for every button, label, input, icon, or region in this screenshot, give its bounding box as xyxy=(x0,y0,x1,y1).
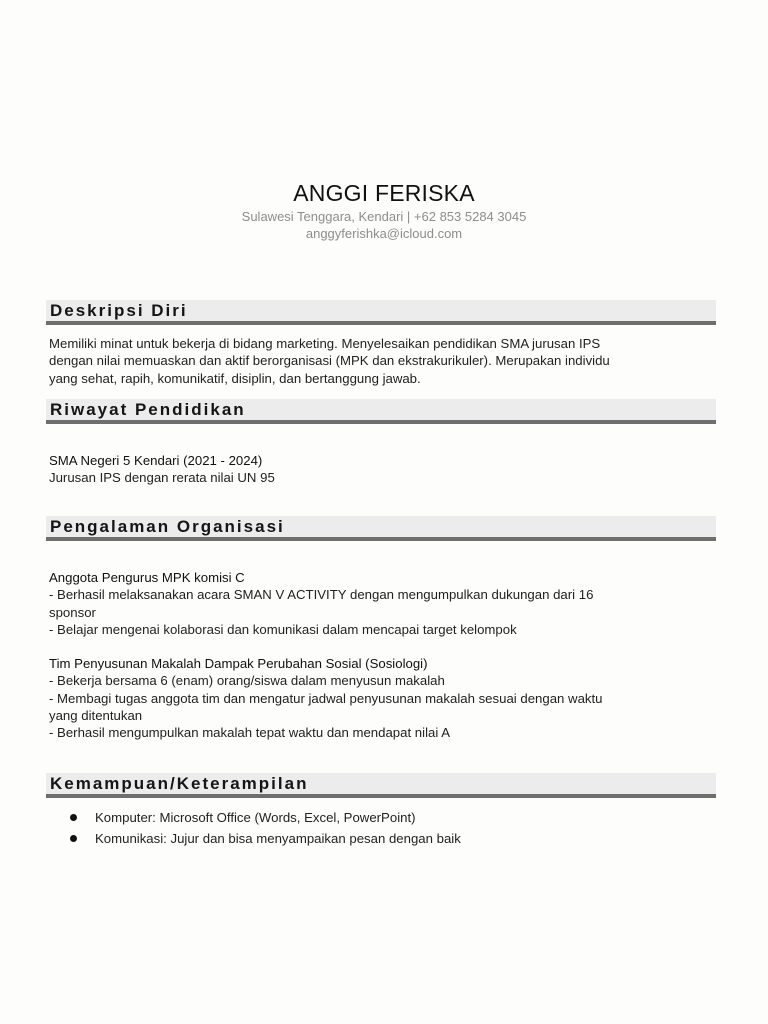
bullet-icon xyxy=(70,814,77,821)
school-detail: Jurusan IPS dengan rerata nilai UN 95 xyxy=(49,470,275,486)
deskripsi-line: dengan nilai memuaskan dan aktif berorganisasi (MPK dan ekstrakurikuler). Merupakan individu xyxy=(49,353,610,369)
skill-item xyxy=(70,807,461,828)
section-header-deskripsi xyxy=(46,300,716,325)
skill-item xyxy=(70,828,461,849)
org-line: - Berhasil melaksanakan acara SMAN V ACTIVITY dengan mengumpulkan dukungan dari 16 xyxy=(49,587,594,603)
resume-header xyxy=(0,178,768,242)
org-role: Anggota Pengurus MPK komisi C xyxy=(49,570,245,585)
contact-line: Sulawesi Tenggara, Kendari | +62 853 5284 3045 xyxy=(241,209,527,224)
deskripsi-paragraph xyxy=(49,335,714,387)
section-header-kemampuan xyxy=(46,773,716,798)
section-header-organisasi xyxy=(46,516,716,541)
org-role: Tim Penyusunan Makalah Dampak Perubahan Sosial (Sosiologi) xyxy=(49,656,428,671)
org-line: sponsor xyxy=(49,604,96,620)
org-line: - Membagi tugas anggota tim dan mengatur jadwal penyusunan makalah sesuai dengan waktu xyxy=(49,690,603,706)
org-line: - Belajar mengenai kolaborasi dan komunikasi dalam mencapai target kelompok xyxy=(49,621,517,637)
bullet-icon xyxy=(70,835,77,842)
organisasi-entry-2 xyxy=(49,655,714,741)
skills-list xyxy=(70,807,461,849)
skill-text: Komunikasi: Jujur dan bisa menyampaikan pesan dengan baik xyxy=(95,831,461,846)
organisasi-entry-1 xyxy=(49,569,714,638)
org-line: - Bekerja bersama 6 (enam) orang/siswa dalam menyusun makalah xyxy=(49,673,445,689)
skill-text: Komputer: Microsoft Office (Words, Excel, PowerPoint) xyxy=(95,810,416,825)
section-header-pendidikan xyxy=(46,399,716,424)
section-title-pendidikan: Riwayat Pendidikan xyxy=(50,400,246,419)
org-line: - Berhasil mengumpulkan makalah tepat waktu dan mendapat nilai A xyxy=(49,725,450,741)
section-title-organisasi: Pengalaman Organisasi xyxy=(50,517,285,536)
section-title-kemampuan: Kemampuan/Keterampilan xyxy=(50,774,309,793)
org-line: yang ditentukan xyxy=(49,707,143,723)
section-title-deskripsi: Deskripsi Diri xyxy=(50,301,188,320)
applicant-name: ANGGI FERISKA xyxy=(293,180,475,206)
pendidikan-block xyxy=(49,452,714,487)
school-name: SMA Negeri 5 Kendari (2021 - 2024) xyxy=(49,453,263,468)
deskripsi-line: yang sehat, rapih, komunikatif, disiplin, dan bertanggung jawab. xyxy=(49,370,421,386)
deskripsi-line: Memiliki minat untuk bekerja di bidang marketing. Menyelesaikan pendidikan SMA jurusan IPS xyxy=(49,336,601,351)
email-address: anggyferishka@icloud.com xyxy=(305,226,463,241)
